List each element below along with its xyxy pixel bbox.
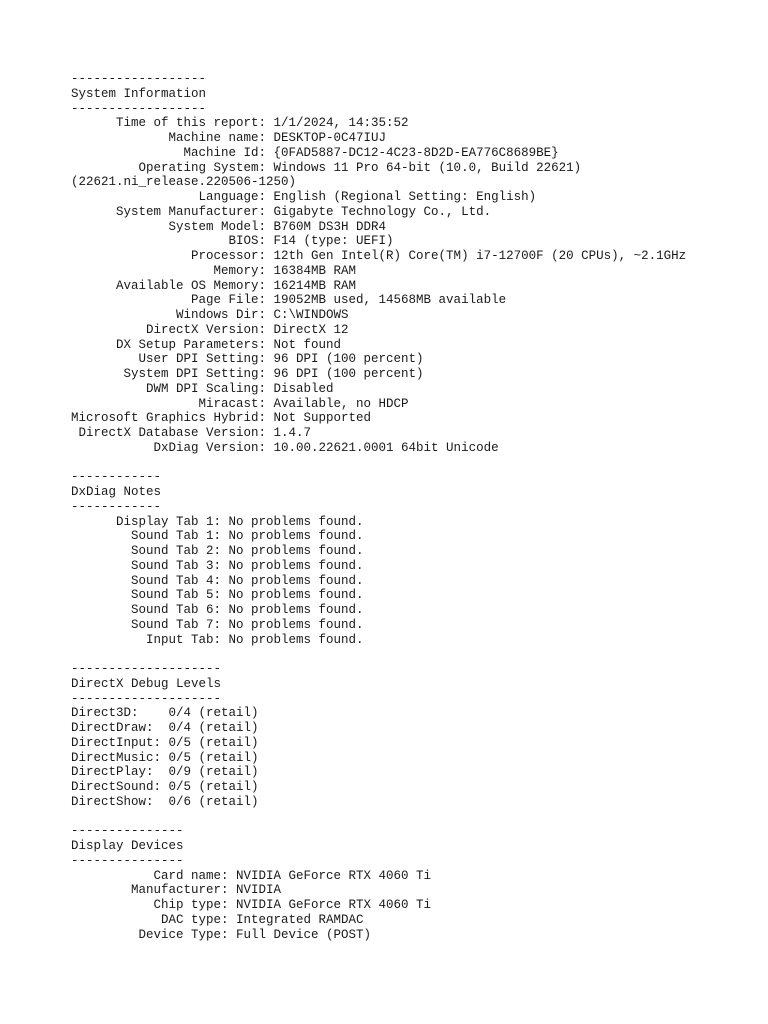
report-line: Time of this report: 1/1/2024, 14:35:52 (71, 116, 409, 131)
dxdiag-report-text (71, 72, 686, 942)
report-line: DirectX Database Version: 1.4.7 (71, 426, 312, 440)
report-line: Processor: 12th Gen Intel(R) Core(TM) i7-12700F (20 CPUs), ~2.1GHz (71, 249, 687, 263)
report-line: DAC type: Integrated RAMDAC (71, 912, 364, 927)
report-line: DxDiag Notes (71, 485, 162, 499)
report-line: Card name: NVIDIA GeForce RTX 4060 Ti (71, 868, 432, 883)
report-line: System Model: B760M DS3H DDR4 (71, 219, 387, 234)
report-line: DirectSound: 0/5 (retail) (71, 780, 259, 794)
report-line: (22621.ni_release.220506-1250) (71, 175, 297, 190)
report-line: DX Setup Parameters: Not found (71, 337, 342, 352)
report-line: DirectDraw: 0/4 (retail) (71, 721, 259, 735)
report-line (71, 647, 686, 662)
report-line: ------------ (71, 470, 162, 485)
report-line: System Manufacturer: Gigabyte Technology Co., Ltd. (71, 204, 492, 219)
report-line: -------------------- (71, 691, 222, 706)
report-line: Input Tab: No problems found. (71, 632, 364, 647)
report-line: DirectMusic: 0/5 (retail) (71, 750, 259, 765)
report-line: Display Tab 1: No problems found. (71, 514, 364, 529)
report-line: DirectShow: 0/6 (retail) (71, 794, 259, 809)
report-line: Sound Tab 1: No problems found. (71, 529, 364, 544)
report-line: DirectInput: 0/5 (retail) (71, 735, 259, 750)
report-line: ------------------ (71, 72, 207, 86)
report-line: Sound Tab 6: No problems found. (71, 603, 364, 617)
report-line (71, 810, 686, 825)
report-line: Display Devices (71, 839, 184, 853)
report-line: --------------- (71, 824, 184, 839)
report-line: Sound Tab 3: No problems found. (71, 558, 364, 573)
report-line: DirectPlay: 0/9 (retail) (71, 765, 259, 780)
report-line: Windows Dir: C:\WINDOWS (71, 308, 349, 322)
report-line: DirectX Version: DirectX 12 (71, 322, 349, 337)
report-line: User DPI Setting: 96 DPI (100 percent) (71, 352, 424, 367)
report-line: Chip type: NVIDIA GeForce RTX 4060 Ti (71, 898, 432, 912)
report-line: ------------------ (71, 101, 207, 116)
report-line: Available OS Memory: 16214MB RAM (71, 278, 357, 293)
report-line: Sound Tab 2: No problems found. (71, 544, 364, 558)
report-line: Page File: 19052MB used, 14568MB available (71, 293, 507, 308)
report-line: Sound Tab 7: No problems found. (71, 617, 364, 632)
report-line: --------------- (71, 853, 184, 868)
report-line: Sound Tab 4: No problems found. (71, 573, 364, 588)
report-line: Device Type: Full Device (POST) (71, 927, 372, 942)
report-line (71, 456, 686, 471)
report-line: -------------------- (71, 662, 222, 676)
report-line: System Information (71, 86, 207, 101)
report-line: ------------ (71, 499, 162, 514)
report-line: DxDiag Version: 10.00.22621.0001 64bit Unicode (71, 440, 499, 455)
report-line: Miracast: Available, no HDCP (71, 396, 409, 411)
report-line: DirectX Debug Levels (71, 676, 222, 691)
report-line: Language: English (Regional Setting: English) (71, 190, 537, 204)
report-line: Operating System: Windows 11 Pro 64-bit (10.0, Build 22621) (71, 160, 582, 175)
report-line: DWM DPI Scaling: Disabled (71, 381, 334, 396)
report-line: Direct3D: 0/4 (retail) (71, 706, 259, 721)
report-line: Memory: 16384MB RAM (71, 263, 357, 278)
report-line: BIOS: F14 (type: UEFI) (71, 234, 394, 249)
report-line: Microsoft Graphics Hybrid: Not Supported (71, 411, 372, 426)
report-line: Machine Id: {0FAD5887-DC12-4C23-8D2D-EA776C8689BE} (71, 145, 559, 160)
report-line: Machine name: DESKTOP-0C47IUJ (71, 131, 387, 145)
report-line: Manufacturer: NVIDIA (71, 883, 282, 898)
report-line: Sound Tab 5: No problems found. (71, 588, 364, 603)
report-line: System DPI Setting: 96 DPI (100 percent) (71, 367, 424, 381)
